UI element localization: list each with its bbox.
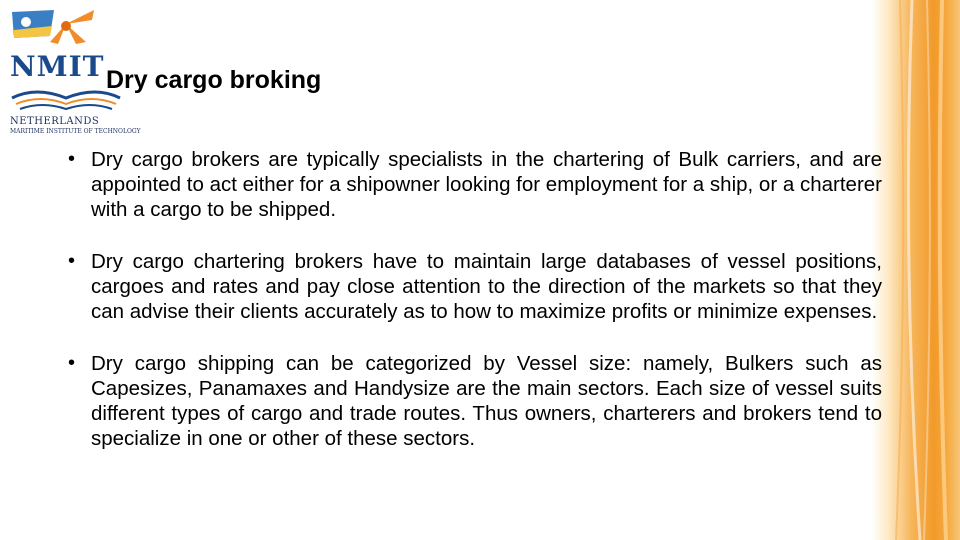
bullet-marker: • xyxy=(68,148,76,170)
bullet-text: Dry cargo shipping can be categorized by Vessel size: namely, Bulkers such as Capesizes, Panamaxes and Handysize are the main sectors. Each size of vessel suits different types of cargo and trade routes. Thus owners, charterers and brokers tend to specialize in one or other of these sectors. xyxy=(91,352,882,450)
bullet-list xyxy=(62,147,882,478)
bullet-marker: • xyxy=(68,352,76,374)
bullet-marker: • xyxy=(68,250,76,272)
bullet-text: Dry cargo chartering brokers have to maintain large databases of vessel positions, cargoes and rates and pay close attention to the direction of the markets so that they can advise their clients accurately as to how to maximize profits or minimize expenses. xyxy=(91,250,882,323)
slide-title: Dry cargo broking xyxy=(106,66,322,94)
decorative-side-band xyxy=(872,0,960,540)
bullet-item xyxy=(62,351,882,451)
band-stripes xyxy=(872,0,960,540)
logo-subtitle: NETHERLANDS xyxy=(10,116,100,127)
logo-tagline: MARITIME INSTITUTE OF TECHNOLOGY xyxy=(10,128,141,135)
bullet-item xyxy=(62,249,882,324)
bullet-text: Dry cargo brokers are typically specialists in the chartering of Bulk carriers, and are appointed to act either for a shipowner looking for employment for a ship, or a charterer with a cargo to be shipped. xyxy=(91,148,882,221)
logo-wordmark: NMIT xyxy=(10,50,105,83)
bullet-item xyxy=(62,147,882,222)
